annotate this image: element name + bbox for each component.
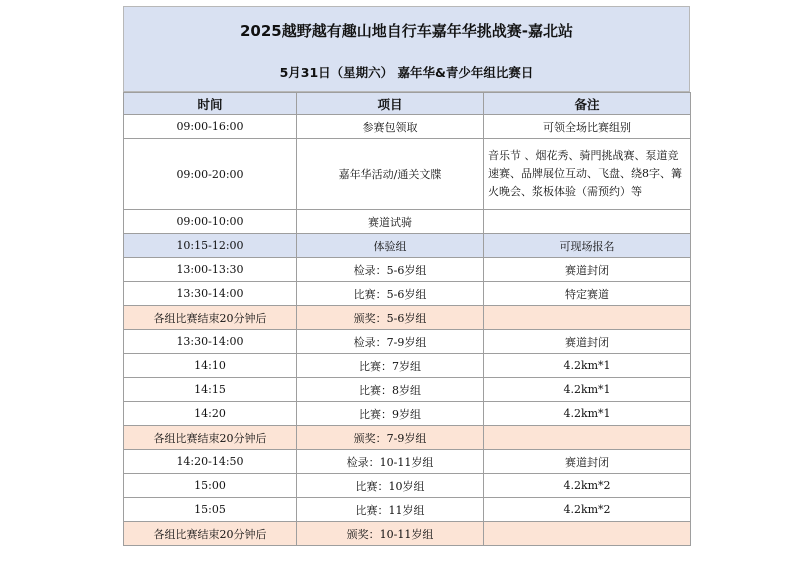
table-row [124,234,691,258]
time-cell: 各组比赛结束20分钟后 [124,522,297,546]
note-cell: 4.2km*2 [484,498,691,522]
time-cell: 09:00-10:00 [124,210,297,234]
schedule-sheet [123,6,690,546]
schedule-table [123,92,691,546]
note-cell: 特定赛道 [484,282,691,306]
award-row [124,306,691,330]
time-cell: 各组比赛结束20分钟后 [124,306,297,330]
day-subtitle: 5月31日（星期六） 嘉年华&青少年组比赛日 [279,65,534,80]
header-block [123,6,690,92]
note-cell: 4.2km*1 [484,354,691,378]
item-cell: 颁奖：10-11岁组 [297,522,484,546]
item-cell: 颁奖：7-9岁组 [297,426,484,450]
item-cell: 比赛：10岁组 [297,474,484,498]
note-cell: 音乐节 、烟花秀、骑門挑战赛、泵道竞速赛、品牌展位互动、飞盘、绕8字、篝火晚会、浆板体验（需预约）等 [484,139,691,210]
award-row [124,522,691,546]
note-cell: 可现场报名 [484,234,691,258]
time-cell: 09:00-16:00 [124,115,297,139]
page-title: 2025越野越有趣山地自行车嘉年华挑战赛-嘉北站 [240,22,573,40]
item-cell: 赛道试骑 [297,210,484,234]
note-cell: 可领全场比赛组别 [484,115,691,139]
table-row [124,115,691,139]
time-cell: 13:30-14:00 [124,330,297,354]
time-cell: 各组比赛结束20分钟后 [124,426,297,450]
item-cell: 检录：5-6岁组 [297,258,484,282]
time-cell: 10:15-12:00 [124,234,297,258]
time-cell: 13:30-14:00 [124,282,297,306]
time-cell: 14:20 [124,402,297,426]
item-cell: 比赛：5-6岁组 [297,282,484,306]
table-row [124,139,691,210]
column-header-note: 备注 [484,93,691,115]
time-cell: 09:00-20:00 [124,139,297,210]
item-cell: 颁奖：5-6岁组 [297,306,484,330]
table-row [124,450,691,474]
item-cell: 嘉年华活动/通关文牒 [297,139,484,210]
table-row [124,258,691,282]
item-cell: 体验组 [297,234,484,258]
note-cell: 赛道封闭 [484,330,691,354]
table-row [124,354,691,378]
note-cell [484,522,691,546]
note-cell: 赛道封闭 [484,450,691,474]
note-cell: 4.2km*2 [484,474,691,498]
item-cell: 参赛包领取 [297,115,484,139]
table-row [124,498,691,522]
time-cell: 15:05 [124,498,297,522]
award-row [124,426,691,450]
time-cell: 15:00 [124,474,297,498]
time-cell: 13:00-13:30 [124,258,297,282]
column-header-item: 项目 [297,93,484,115]
item-cell: 比赛：7岁组 [297,354,484,378]
time-cell: 14:10 [124,354,297,378]
note-cell: 赛道封闭 [484,258,691,282]
item-cell: 检录：7-9岁组 [297,330,484,354]
table-row [124,402,691,426]
item-cell: 比赛：11岁组 [297,498,484,522]
note-cell: 4.2km*1 [484,378,691,402]
table-row [124,210,691,234]
table-row [124,378,691,402]
table-row [124,474,691,498]
note-cell: 4.2km*1 [484,402,691,426]
column-header-time: 时间 [124,93,297,115]
table-row [124,282,691,306]
note-cell [484,210,691,234]
note-cell [484,426,691,450]
table-row [124,330,691,354]
item-cell: 检录：10-11岁组 [297,450,484,474]
item-cell: 比赛：8岁组 [297,378,484,402]
note-cell [484,306,691,330]
time-cell: 14:15 [124,378,297,402]
item-cell: 比赛：9岁组 [297,402,484,426]
time-cell: 14:20-14:50 [124,450,297,474]
